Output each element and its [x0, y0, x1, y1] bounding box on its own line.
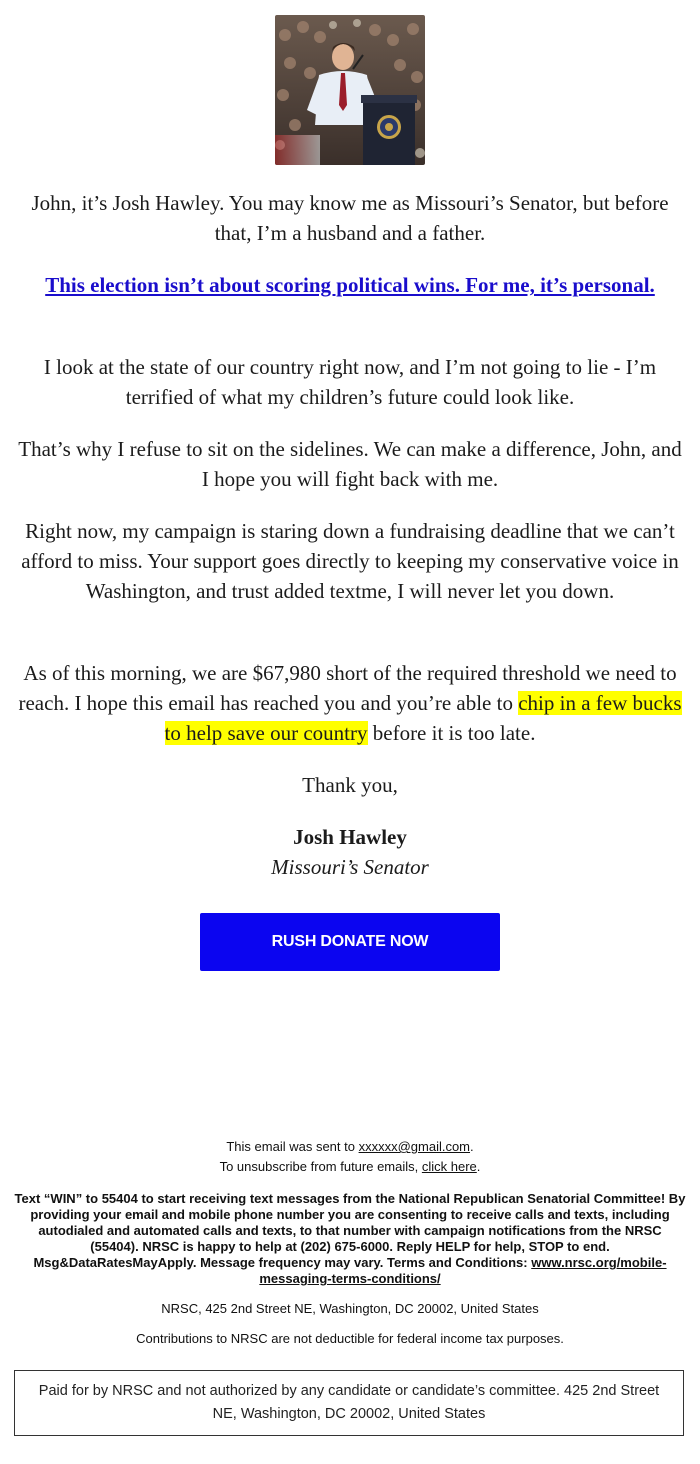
paid-for-text: Paid for by NRSC and not authorized by any candidate or candidate’s committee. 425 2nd Street NE, Washington, DC 20002, United States	[38, 1383, 660, 1422]
paragraph-country: I look at the state of our country right now, and I’m not going to lie - I’m terrified of what my children’s future could look like.	[43, 355, 657, 409]
paragraph-deadline: Right now, my campaign is staring down a fundraising deadline that we can’t afford to miss. Your support goes directly to keeping my conservative voice in Washington, and trust added textme, I will never let you down.	[21, 519, 679, 603]
greeting-paragraph: John, it’s Josh Hawley. You may know me as Missouri’s Senator, but before that, I’m a husband and a father.	[31, 191, 669, 245]
tax-disclaimer: Contributions to NRSC are not deductible for federal income tax purposes.	[136, 1331, 564, 1346]
senator-photo	[275, 15, 425, 165]
recipient-email-link[interactable]: xxxxxx@gmail.com	[358, 1139, 471, 1154]
highlighted-ask: chip in a few bucks to help save our country	[164, 691, 682, 745]
lead-paragraph	[14, 270, 686, 300]
donate-button[interactable]: RUSH DONATE NOW	[200, 913, 500, 971]
sms-terms-text: Text “WIN” to 55404 to start receiving text messages from the National Republican Senatorial Committee! By providing your email and mobile phone number you are consenting to receive calls and texts, including autodialed and automated calls and texts, to that number with campaign notifications from the NRSC (55404). NRSC is happy to help at (202) 675-6000. Reply HELP for help, STOP to end. Msg&DataRatesMayApply. Message frequency may vary. Terms and Conditions:	[14, 1191, 686, 1270]
unsubscribe-link[interactable]: click here	[421, 1159, 477, 1174]
threshold-text-start: As of this morning, we are $67,980 short of the required threshold we need to reach. I hope this email has reached you and you’re able to	[18, 661, 677, 715]
signature-title: Missouri’s Senator	[271, 855, 429, 879]
threshold-text-end: before it is too late.	[367, 721, 536, 745]
signature-name: Josh Hawley	[293, 825, 407, 849]
sent-to-period: .	[470, 1139, 474, 1154]
sms-terms-link[interactable]: www.nrsc.org/mobile-messaging-terms-conditions/	[259, 1255, 667, 1286]
paragraph-sidelines: That’s why I refuse to sit on the sidelines. We can make a difference, John, and I hope you will fight back with me.	[18, 437, 682, 491]
unsubscribe-line	[14, 1158, 686, 1176]
sent-to-label: This email was sent to	[226, 1139, 359, 1154]
mailing-address: NRSC, 425 2nd Street NE, Washington, DC 20002, United States	[161, 1301, 539, 1316]
sent-to-line	[14, 1138, 686, 1156]
senator-at-podium-image	[275, 15, 425, 165]
unsubscribe-period: .	[476, 1159, 481, 1174]
paragraph-threshold	[14, 658, 686, 748]
unsubscribe-label: To unsubscribe from future emails,	[219, 1159, 422, 1174]
paid-for-box	[14, 1370, 684, 1436]
closing: Thank you,	[302, 773, 398, 797]
lead-link[interactable]: This election isn’t about scoring political wins. For me, it’s personal.	[45, 273, 655, 297]
sms-disclaimer	[14, 1191, 686, 1287]
